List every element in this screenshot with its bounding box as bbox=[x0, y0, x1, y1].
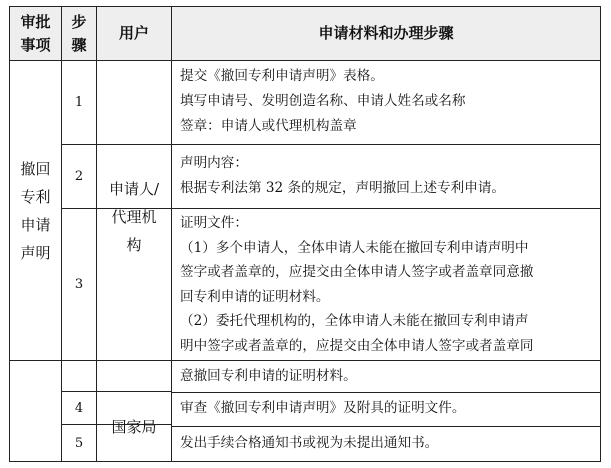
applicant-line: 代理机 bbox=[111, 207, 157, 226]
content-line: 声明内容： bbox=[180, 155, 248, 171]
header-step-line1: 步 bbox=[71, 12, 87, 31]
step-content bbox=[172, 211, 600, 360]
content-line: 签章：申请人或代理机构盖章 bbox=[180, 117, 357, 134]
header-item-line2: 事项 bbox=[20, 35, 51, 54]
applicant-line: 申请人/ bbox=[108, 179, 160, 198]
step-number: 4 bbox=[74, 400, 84, 416]
rule-continuation-bottom-right bbox=[171, 392, 601, 393]
step-content bbox=[172, 431, 600, 461]
rule-page-break bbox=[9, 360, 601, 361]
content-line: 审查《撤回专利申请声明》及附具的证明文件。 bbox=[180, 400, 466, 416]
content-line: 签字或者盖章的，应提交由全体申请人签字或者盖章同意撤 bbox=[180, 264, 534, 281]
content-line: 证明文件： bbox=[180, 215, 248, 231]
content-line: 发出手续合格通知书或视为未提出通知书。 bbox=[180, 435, 439, 451]
step-content bbox=[172, 64, 600, 144]
step-content-continuation bbox=[172, 364, 600, 391]
item-name-line: 申请 bbox=[20, 215, 51, 234]
header-step bbox=[62, 7, 96, 60]
applicant-line: 构 bbox=[126, 235, 142, 254]
step-number: 5 bbox=[74, 435, 84, 451]
rule-bottom bbox=[9, 461, 601, 462]
item-name bbox=[10, 61, 61, 360]
applicant-cell bbox=[97, 61, 171, 360]
authority-cell: 国家局 bbox=[111, 417, 157, 436]
step-number: 1 bbox=[74, 95, 84, 110]
step-content bbox=[172, 396, 600, 425]
content-line: 回专利申请的证明材料。 bbox=[180, 288, 330, 305]
header-step-line2: 骤 bbox=[71, 35, 87, 54]
header-user: 用户 bbox=[118, 24, 149, 42]
content-line: 根据专利法第 32 条的规定，声明撤回上述专利申请。 bbox=[180, 179, 506, 196]
header-item bbox=[10, 7, 61, 60]
content-line: 提交《撤回专利申请声明》表格。 bbox=[180, 68, 384, 84]
step-content bbox=[172, 151, 600, 208]
content-line: 明中签字或者盖章的，应提交由全体申请人签字或者盖章同 bbox=[180, 337, 534, 354]
item-name-line: 撤回 bbox=[20, 159, 51, 178]
step-number: 3 bbox=[74, 277, 84, 292]
rule-step4-bottom-right bbox=[171, 426, 601, 427]
header-materials: 申请材料和办理步骤 bbox=[318, 24, 454, 42]
content-line: 填写申请号、发明创造名称、申请人姓名或名称 bbox=[180, 92, 466, 109]
item-name-line: 专利 bbox=[20, 187, 51, 206]
step-number: 2 bbox=[74, 169, 84, 184]
content-line: （2）委托代理机构的，全体申请人未能在撤回专利申请声 bbox=[180, 313, 529, 330]
rule-right bbox=[600, 6, 601, 462]
header-item-line1: 审批 bbox=[20, 12, 51, 31]
content-line: （1）多个申请人，全体申请人未能在撤回专利申请声明中 bbox=[180, 239, 529, 256]
item-name-line: 声明 bbox=[20, 243, 51, 262]
content-line: 意撤回专利申请的证明材料。 bbox=[180, 368, 357, 384]
